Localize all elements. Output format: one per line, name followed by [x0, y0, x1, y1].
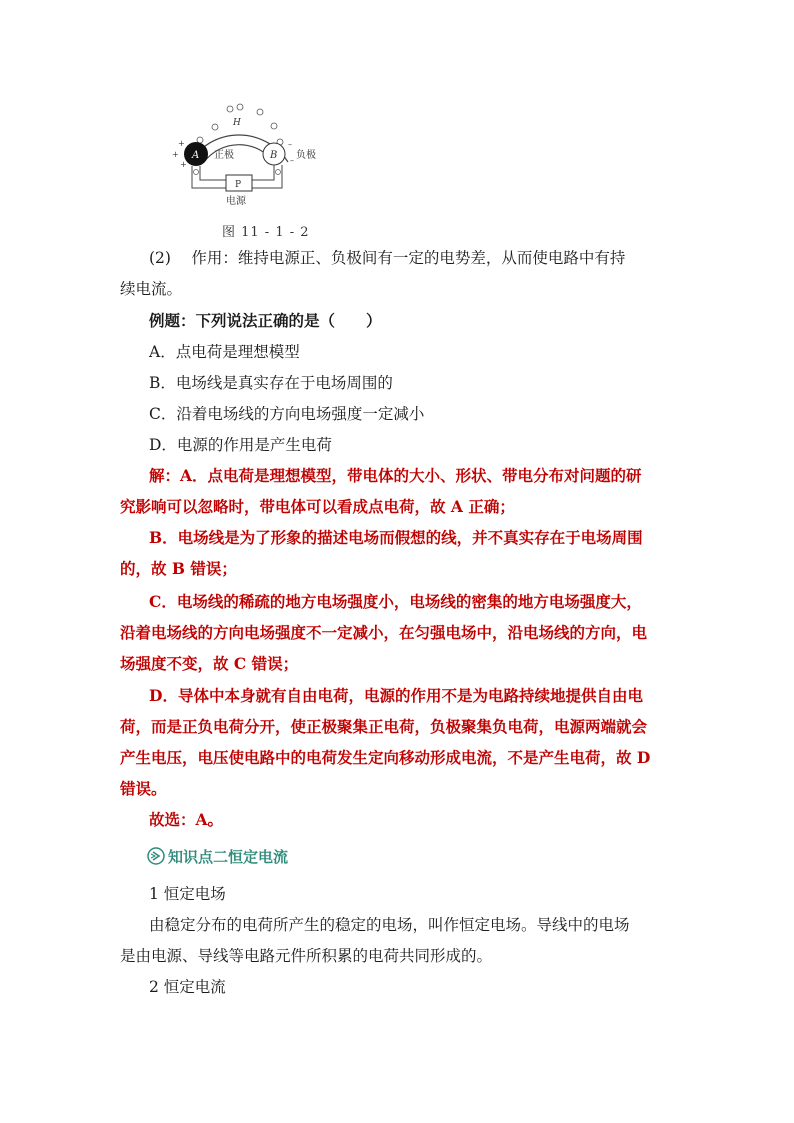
figure-caption: 图 11 - 1 - 2 [222, 225, 310, 240]
label-p: P [235, 180, 242, 190]
svg-text:–: – [288, 140, 292, 149]
solution-d-line-2: 荷，而是正负电荷分开，使正极聚集正电荷，负极聚集负电荷，电源两端就会 [120, 717, 648, 736]
knowledge-point-heading [147, 846, 288, 866]
function-line-2: 续电流。 [120, 280, 183, 298]
label-positive: 正极 [214, 150, 234, 161]
solution-answer: 故选：A。 [149, 810, 224, 829]
svg-text:+: + [178, 139, 185, 148]
label-b: B [270, 150, 278, 161]
solution-c-line-2: 沿着电场线的方向电场强度不一定减小，在匀强电场中，沿电场线的方向，电 [120, 623, 648, 642]
svg-text:+: + [172, 150, 179, 159]
option-b: B．电场线是真实存在于电场周围的 [149, 374, 393, 392]
section2-heading: 2 恒定电流 [149, 978, 226, 996]
circuit-diagram [170, 92, 330, 242]
circled-arrow-icon [147, 847, 165, 865]
solution-a-line-1: 解：A．点电荷是理想模型，带电体的大小、形状、带电分布对问题的研 [149, 466, 642, 485]
option-c: C．沿着电场线的方向电场强度一定减小 [149, 405, 425, 423]
section1-heading: 1 恒定电场 [149, 885, 226, 903]
circuit-figure [170, 92, 330, 242]
knowledge-point-title: 知识点二恒定电流 [168, 847, 289, 866]
solution-d-line-4: 错误。 [120, 779, 167, 798]
example-question: 例题：下列说法正确的是（ ） [149, 311, 382, 330]
solution-d-line-1: D．导体中本身就有自由电荷，电源的作用不是为电路持续地提供自由电 [149, 686, 643, 705]
section1-line-1: 由稳定分布的电荷所产生的稳定的电场，叫作恒定电场。导线中的电场 [149, 916, 630, 934]
solution-c-line-3: 场强度不变，故 C 错误； [120, 654, 299, 673]
label-h: H [233, 118, 241, 128]
function-line-1: (2) 作用：维持电源正、负极间有一定的电势差，从而使电路中有持 [149, 249, 626, 267]
label-a: A [192, 150, 200, 161]
solution-c-line-1: C．电场线的稀疏的地方电场强度小，电场线的密集的地方电场强度大， [149, 592, 642, 611]
section1-line-2: 是由电源、导线等电路元件所积累的电荷共同形成的。 [120, 947, 493, 965]
label-source: 电源 [226, 196, 246, 207]
solution-b-line-2: 的，故 B 错误； [120, 559, 237, 578]
solution-b-line-1: B．电场线是为了形象的描述电场而假想的线，并不真实存在于电场周围 [149, 528, 643, 547]
option-a: A．点电荷是理想模型 [149, 343, 300, 361]
option-d: D．电源的作用是产生电荷 [149, 436, 332, 454]
solution-d-line-3: 产生电压，电压使电路中的电荷发生定向移动形成电流，不是产生电荷，故 D [120, 748, 651, 767]
svg-text:+: + [180, 160, 187, 169]
svg-text:–: – [290, 156, 294, 165]
label-negative: 负极 [296, 150, 316, 161]
solution-a-line-2: 究影响可以忽略时，带电体可以看成点电荷，故 A 正确； [120, 497, 515, 516]
